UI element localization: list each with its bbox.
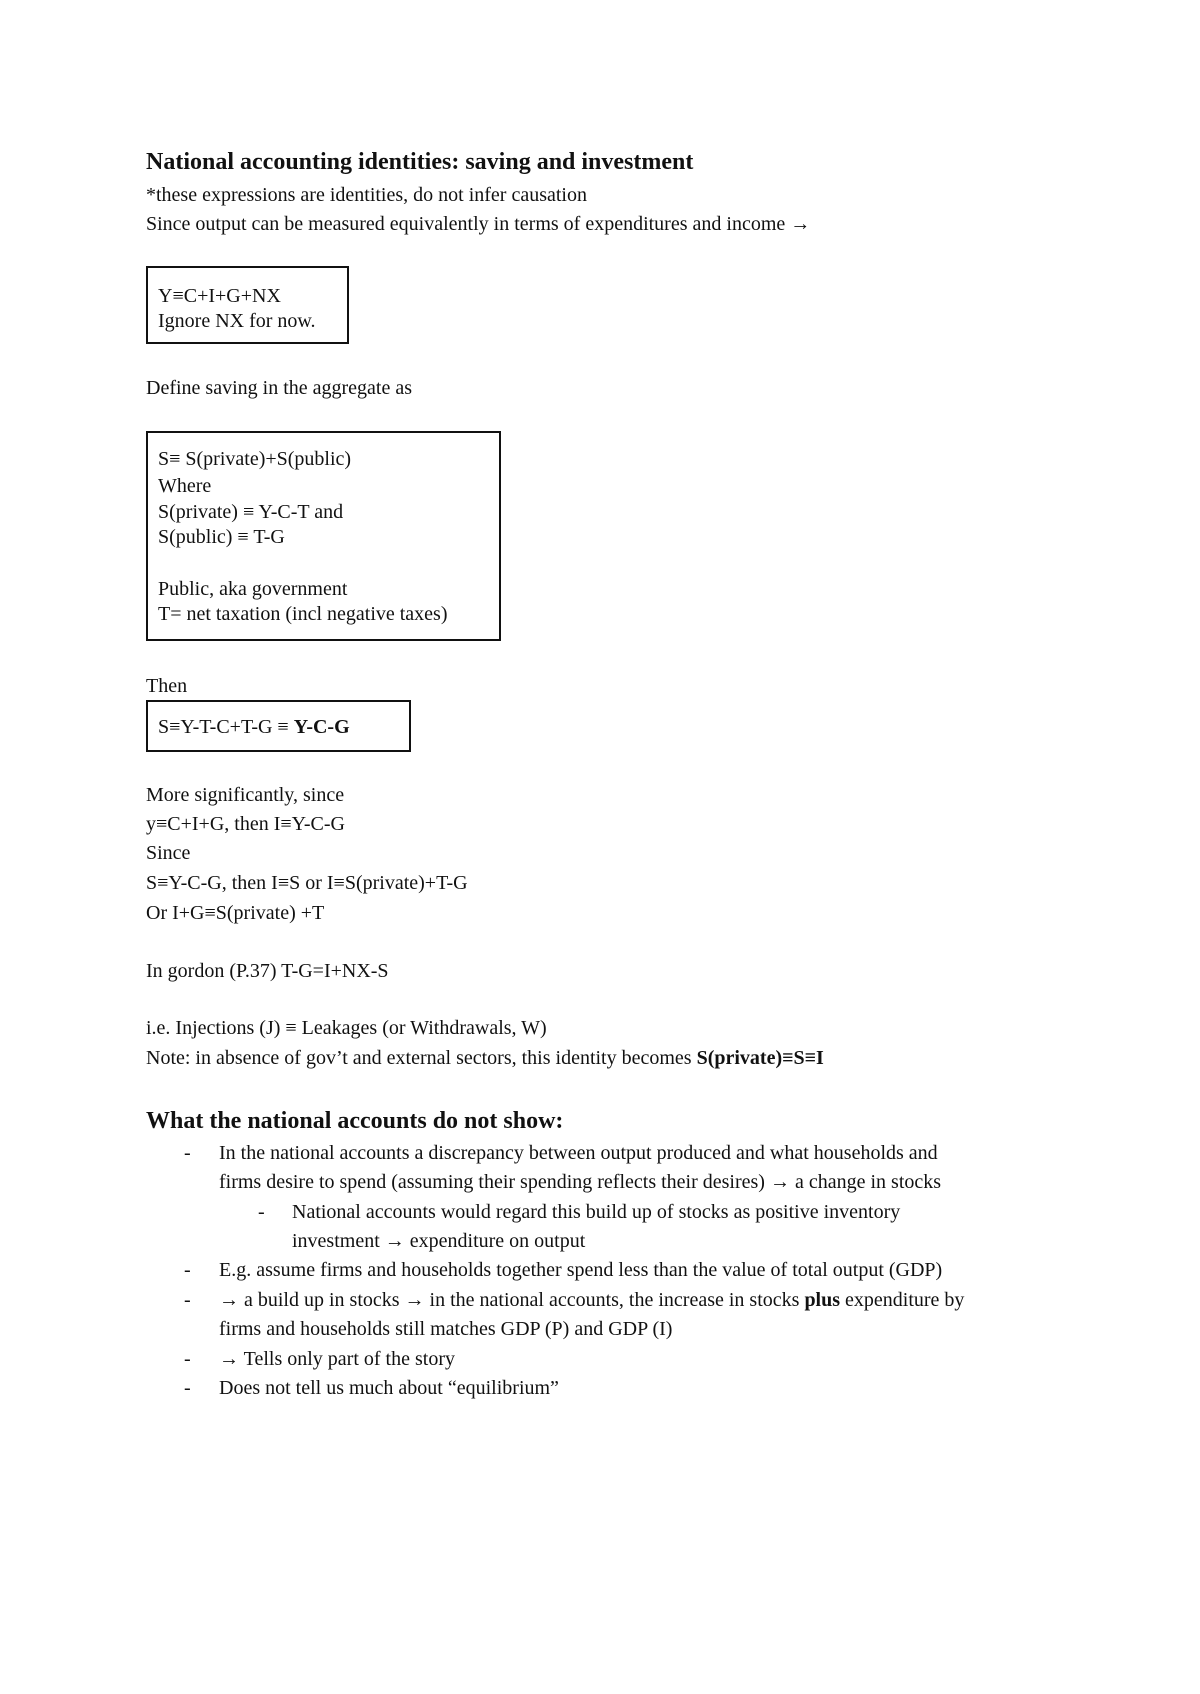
private-saving-def: S(private) ≡ Y-C-T and bbox=[158, 501, 344, 523]
identity-box-saving bbox=[146, 431, 501, 641]
derivation-line-1: More significantly, since bbox=[146, 784, 345, 806]
derivation-line-2: y≡C+I+G, then I≡Y-C-G bbox=[146, 813, 345, 835]
output-identity: Y≡C+I+G+NX bbox=[158, 285, 281, 307]
bullet-dash: - bbox=[184, 1259, 191, 1281]
section-heading: What the national accounts do not show: bbox=[146, 1108, 564, 1134]
bullet-2: E.g. assume firms and households together spend less than the value of total output (GDP) bbox=[219, 1259, 943, 1281]
sub-bullet-line-2: investment → expenditure on output bbox=[292, 1230, 586, 1252]
bullet-4: → Tells only part of the story bbox=[219, 1348, 455, 1370]
sub-bullet-line-1: National accounts would regard this build up of stocks as positive inventory bbox=[292, 1201, 901, 1223]
bullet-1-line-1: In the national accounts a discrepancy between output produced and what households and bbox=[219, 1142, 938, 1164]
gordon-reference: In gordon (P.37) T-G=I+NX-S bbox=[146, 960, 389, 982]
public-aka-note: Public, aka government bbox=[158, 578, 348, 600]
identity-box-result bbox=[146, 700, 411, 752]
absence-note: Note: in absence of gov’t and external sectors, this identity becomes S(private)≡S≡I bbox=[146, 1047, 824, 1069]
public-saving-def: S(public) ≡ T-G bbox=[158, 526, 285, 548]
injections-leakages: i.e. Injections (J) ≡ Leakages (or Withdrawals, W) bbox=[146, 1017, 547, 1039]
derivation-line-3: Since bbox=[146, 842, 191, 864]
bullet-1-line-2: firms desire to spend (assuming their spending reflects their desires) → a change in stocks bbox=[219, 1171, 942, 1193]
net-taxation-def: T= net taxation (incl negative taxes) bbox=[158, 603, 448, 625]
define-saving-text: Define saving in the aggregate as bbox=[146, 377, 413, 399]
bullet-dash: - bbox=[184, 1348, 191, 1370]
identity-note: *these expressions are identities, do not infer causation bbox=[146, 184, 587, 206]
page-title: National accounting identities: saving and investment bbox=[146, 149, 694, 175]
identity-box-output bbox=[146, 266, 349, 344]
since-output-text: Since output can be measured equivalently in terms of expenditures and income → bbox=[146, 213, 811, 235]
sub-bullet-dash: - bbox=[258, 1201, 265, 1223]
where-label: Where bbox=[158, 475, 212, 497]
ignore-nx-note: Ignore NX for now. bbox=[158, 310, 316, 332]
saving-result-identity: S≡Y-T-C+T-G ≡ Y-C-G bbox=[158, 716, 350, 738]
bullet-dash: - bbox=[184, 1142, 191, 1164]
bullet-3-line-1: → a build up in stocks → in the national accounts, the increase in stocks plus expenditure by bbox=[219, 1289, 965, 1311]
bullet-dash: - bbox=[184, 1289, 191, 1311]
derivation-line-4: S≡Y-C-G, then I≡S or I≡S(private)+T-G bbox=[146, 872, 468, 894]
saving-identity: S≡ S(private)+S(public) bbox=[158, 448, 352, 470]
bullet-dash: - bbox=[184, 1377, 191, 1399]
then-label: Then bbox=[146, 675, 188, 697]
derivation-line-5: Or I+G≡S(private) +T bbox=[146, 902, 325, 924]
bullet-5: Does not tell us much about “equilibrium” bbox=[219, 1377, 559, 1399]
bullet-3-line-2: firms and households still matches GDP (P) and GDP (I) bbox=[219, 1318, 673, 1340]
